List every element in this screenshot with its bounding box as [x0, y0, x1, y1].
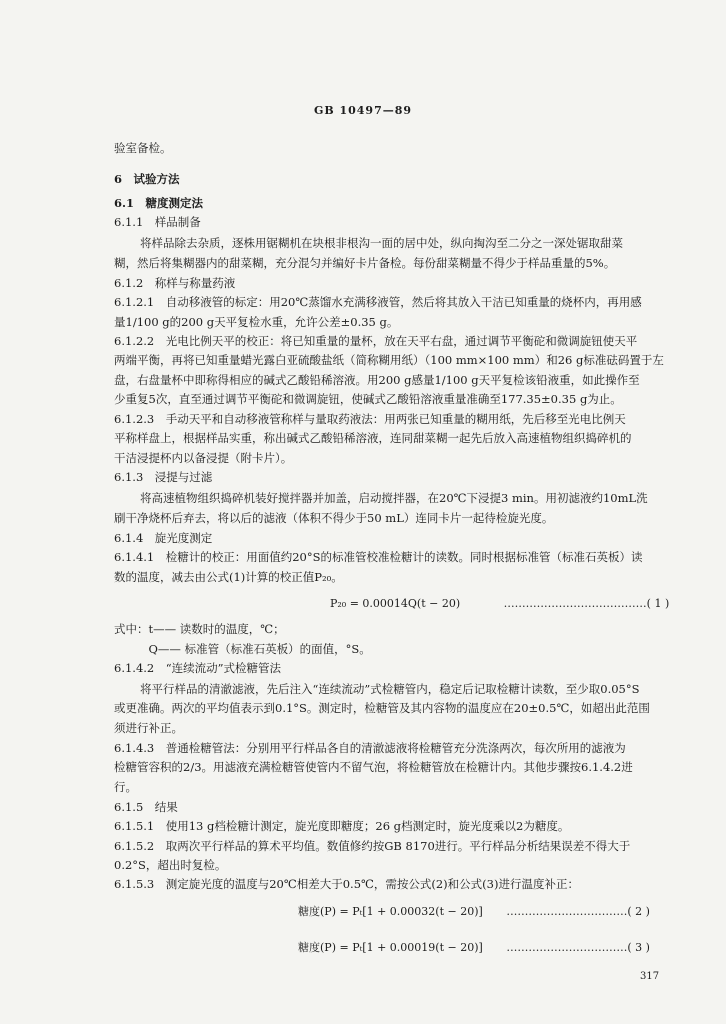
- formula-2: [298, 903, 650, 919]
- formula-leader: ……………………………( 3 ): [506, 941, 650, 954]
- text-line: 糊，然后将集糊器内的甜菜糊，充分混匀并编好卡片备检。每份甜菜糊量不得少于样品重量的5%。: [114, 256, 616, 270]
- formula-leader: …………………………………( 1 ): [503, 597, 670, 610]
- text-line: 将平行样品的清澈滤液，先后注入“连续流动”式检糖管内，稳定后记取检糖计读数，至少取0.05°S: [140, 682, 640, 696]
- text-line: 6.1.5.1 使用13 g档检糖计测定，旋光度即糖度；26 g档测定时，旋光度乘以2为糖度。: [114, 819, 570, 833]
- text-line: 6.1.3 浸提与过滤: [114, 470, 213, 484]
- text-line: 6.1 糖度测定法: [114, 196, 204, 210]
- text-line: 平称样盘上，根据样品实重，称出碱式乙酸铅稀溶液，连同甜菜糊一起先后放入高速植物组织捣碎机的: [114, 431, 632, 445]
- text-line: 验室备检。: [114, 141, 172, 155]
- text-line: 刷干净烧杯后弃去，将以后的滤液（体积不得少于50 mL）连同卡片一起待检旋光度。: [114, 511, 554, 525]
- text-line: 6.1.5 结果: [114, 800, 178, 814]
- text-line: Q—— 标准管（标准石英板）的面值，°S。: [114, 642, 371, 656]
- text-line: 或更准确。两次的平均值表示到0.1°S。测定时，检糖管及其内容物的温度应在20±0.5℃，如超出此范围: [114, 701, 650, 715]
- text-line: 6.1.5.2 取两次平行样品的算术平均值。数值修约按GB 8170进行。平行样品分析结果误差不得大于: [114, 839, 631, 853]
- text-line: 6.1.4.1 检糖计的校正：用面值约20°S的标准管校准检糖计的读数。同时根据标准管（标准石英板）读: [114, 550, 643, 564]
- text-line: 将高速植物组织捣碎机装好搅拌器并加盖，启动搅拌器，在20℃下浸提3 min。用初滤液约10mL洗: [140, 491, 648, 505]
- text-line: 6 试验方法: [114, 172, 180, 186]
- text-line: 6.1.2 称样与称量药液: [114, 276, 236, 290]
- text-line: 量1/100 g的200 g天平复检水重，允许公差±0.35 g。: [114, 315, 399, 329]
- text-line: 6.1.4 旋光度测定: [114, 531, 213, 545]
- standard-header: GB 10497—89: [313, 104, 413, 117]
- formula-expression: 糖度(P) = Pₜ[1 + 0.00019(t − 20)]: [298, 941, 483, 954]
- formula-3: [298, 939, 650, 955]
- text-line: 6.1.4.2 “连续流动”式检糖管法: [114, 661, 281, 675]
- text-line: 6.1.5.3 测定旋光度的温度与20℃相差大于0.5℃，需按公式(2)和公式(3)进行温度补正：: [114, 877, 579, 891]
- formula-leader: ……………………………( 2 ): [506, 905, 650, 918]
- text-line: 须进行补正。: [114, 721, 183, 735]
- formula-expression: P₂₀ = 0.00014Q(t − 20): [330, 597, 461, 610]
- text-line: 6.1.2.1 自动移液管的标定：用20℃蒸馏水充满移液管，然后将其放入干洁已知重量的烧杯内，再用感: [114, 295, 642, 309]
- text-line: 检糖管容积的2/3。用滤液充满检糖管使管内不留气泡，将检糖管放在检糖计内。其他步骤按6.1.4.2进: [114, 760, 633, 774]
- text-line: 两端平衡，再将已知重量蜡光露白亚硫酸盐纸（简称糊用纸）（100 mm×100 mm）和26 g标准砝码置于左: [114, 353, 664, 367]
- text-line: 干洁浸提杯内以备浸提（附卡片）。: [114, 451, 293, 465]
- text-line: 6.1.1 样品制备: [114, 215, 201, 229]
- formula-expression: 糖度(P) = Pₜ[1 + 0.00032(t − 20)]: [298, 905, 483, 918]
- text-line: 6.1.2.3 手动天平和自动移液管称样与量取药液法：用两张已知重量的糊用纸，先后移至光电比例天: [114, 412, 626, 426]
- formula-1: [330, 597, 669, 610]
- text-line: 数的温度，减去由公式(1)计算的校正值P₂₀。: [114, 570, 343, 584]
- text-line: 0.2°S，超出时复检。: [114, 858, 227, 872]
- page-number: 317: [640, 971, 660, 982]
- text-line: 式中：t—— 读数时的温度，℃；: [114, 622, 285, 636]
- text-line: 盘，右盘量杯中即称得相应的碱式乙酸铅稀溶液。用200 g感量1/100 g天平复检该铅液重，如此操作至: [114, 373, 640, 387]
- text-line: 6.1.4.3 普通检糖管法：分别用平行样品各自的清澈滤液将检糖管充分洗涤两次，每次所用的滤液为: [114, 741, 626, 755]
- text-line: 行。: [114, 780, 137, 794]
- text-line: 少重复5次，直至通过调节平衡砣和微调旋钮，使碱式乙酸铅溶液重量准确至177.35±0.35 g为止。: [114, 392, 622, 406]
- text-line: 6.1.2.2 光电比例天平的校正：将已知重量的量杯，放在天平右盘，通过调节平衡砣和微调旋钮使天平: [114, 334, 638, 348]
- text-line: 将样品除去杂质，逐株用锯糊机在块根非根沟一面的居中处，纵向掏沟至二分之一深处锯取甜菜: [140, 236, 623, 250]
